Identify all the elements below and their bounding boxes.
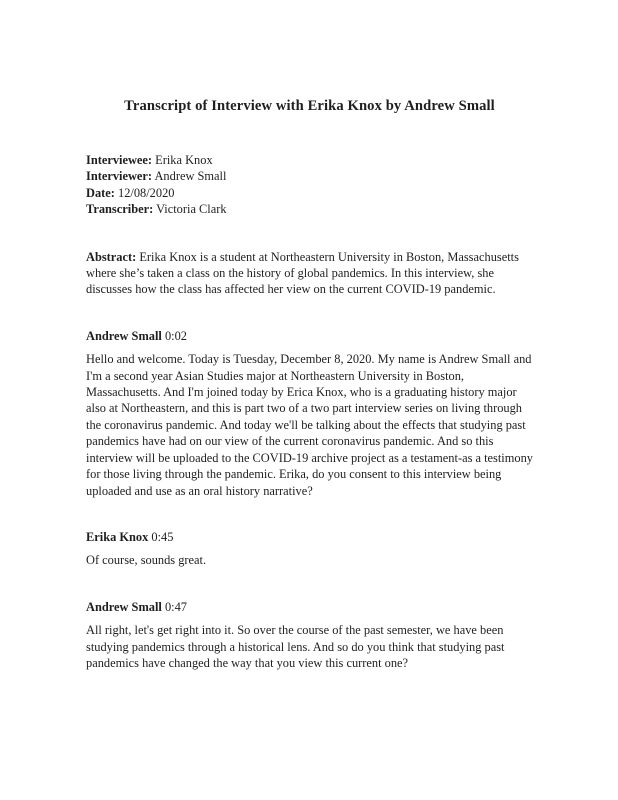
transcript-entry	[86, 328, 533, 499]
metadata-row-interviewer	[86, 168, 533, 184]
metadata-label: Date:	[86, 185, 115, 200]
metadata-row-date	[86, 185, 533, 201]
speaker-timestamp: 0:47	[164, 599, 187, 614]
speaker-name: Andrew Small	[86, 328, 162, 343]
metadata-row-transcriber	[86, 201, 533, 217]
utterance-text: Of course, sounds great.	[86, 553, 207, 568]
metadata-value: Andrew Small	[154, 169, 227, 184]
speaker-name: Erika Knox	[86, 529, 149, 544]
speaker-name: Andrew Small	[86, 599, 162, 614]
metadata-row-interviewee	[86, 152, 533, 168]
metadata-block	[86, 152, 533, 218]
utterance-text: Hello and welcome. Today is Tuesday, December 8, 2020. My name is Andrew Small and I'm a second year Asian Studies major at Northeastern University in Boston, Massachusetts. And I'm joined today by Erica Knox, who is a graduating history major also at Northeastern, and this is part two of a two part interview series on living through the coronavirus pandemic. And today we'll be talking about the effects that studying past pandemics have had on our view of the current coronavirus pandemic. And so this interview will be uploaded to the COVID-19 archive project as a testament-as a testimony for those living through the pandemic. Erika, do you consent to this interview being uploaded and use as an oral history narrative?	[86, 352, 533, 498]
metadata-label: Interviewer:	[86, 169, 153, 184]
transcript-entry	[86, 529, 533, 569]
abstract-label: Abstract:	[86, 249, 137, 264]
metadata-value: Victoria Clark	[156, 202, 227, 217]
abstract	[86, 249, 533, 298]
speaker-timestamp: 0:02	[164, 328, 187, 343]
utterance-text: All right, let's get right into it. So over the course of the past semester, we have been studying pandemics through a historical lens. And so do you think that studying past pandemics have changed the way that you view this current one?	[86, 623, 505, 670]
speaker-line	[86, 599, 533, 615]
speaker-timestamp: 0:45	[151, 529, 174, 544]
abstract-text: Erika Knox is a student at Northeastern University in Boston, Massachusetts where she’s taken a class on the history of global pandemics. In this interview, she discusses how the class has affected her view on the current COVID-19 pandemic.	[86, 249, 519, 297]
metadata-label: Transcriber:	[86, 202, 154, 217]
transcript-entry	[86, 599, 533, 672]
speaker-line	[86, 328, 533, 344]
speaker-line	[86, 529, 533, 545]
metadata-label: Interviewee:	[86, 153, 153, 167]
document-title: Transcript of Interview with Erika Knox by Andrew Small	[124, 98, 495, 114]
metadata-value: 12/08/2020	[118, 185, 175, 200]
metadata-value: Erika Knox	[155, 153, 213, 167]
